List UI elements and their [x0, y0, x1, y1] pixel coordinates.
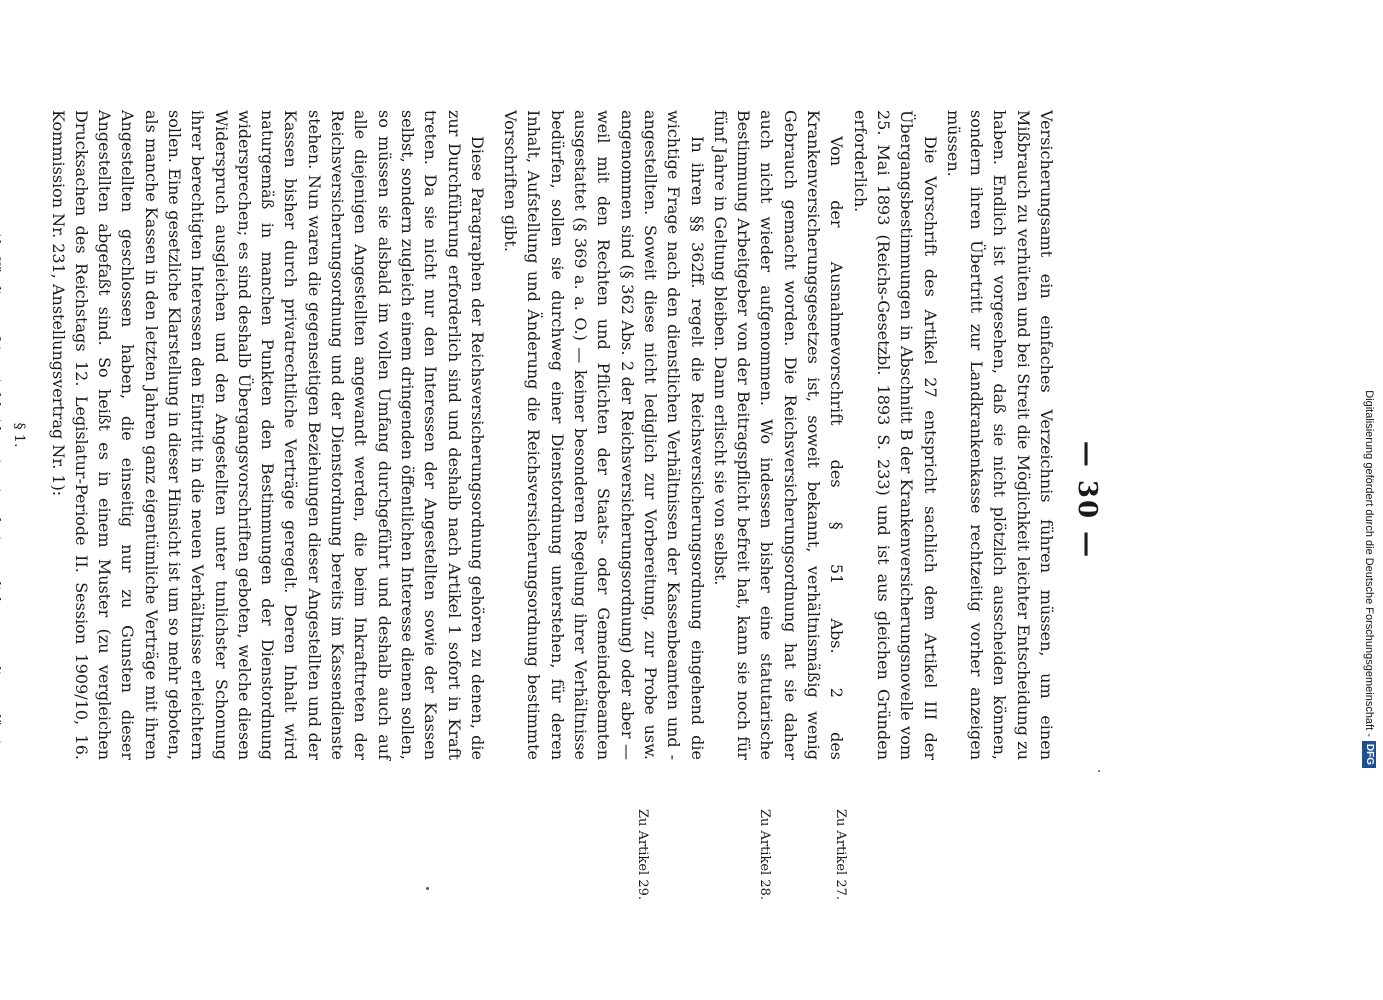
paragraph-artikel-29: In ihren §§ 362ff. regelt die Reichsversicherungsordnung eingehend die wichtige Frage nach den dienstlichen Verhältnissen der Kassenbeamten und -angestellten. Soweit diese nicht lediglich zur Vorbereitung, zur Probe usw. angenommen sind (§ 362 Abs. 2 der Reichsversicherungsordnung) oder aber — weil mit den Rechten und Pflichten der Staats- oder Gemeindebeamten ausgestattet (§ 369 a. a. O.) — keiner besonderen Regelung ihrer Verhältnisse bedürfen, sollen sie durchweg einer Dienstordnung unterstehen, für deren Inhalt, Aufstellung und Änderung die Reichsversicherungsordnung bestimmte Vorschriften gibt. — [501, 110, 707, 760]
digitization-notice-text: Digitalisierung gefördert durch die Deutsche Forschungsgemeinschaft - — [1363, 390, 1375, 737]
paragraph-artikel-27: Die Vorschrift des Artikel 27 entspricht sachlich dem Artikel III der Übergangsbestimmungen in Abschnitt B der Krankenversicherungsnovelle vom 25. Mai 1893 (Reichs-Gesetzbl. 1893 S. 233) und ist aus gleichen Gründen erforderlich. — [850, 110, 940, 760]
paragraph: Diese Paragraphen der Reichsversicherungsordnung gehören zu denen, die zur Durchführung erforderlich sind und deshalb nach Artikel 1 sofort in Kraft treten. Da sie nicht nur den Interessen der Angestellten sowie der Kassen selbst, sondern zugleich einem dringenden öffentlichen Interesse dienen sollen, so müssen sie alsbald im vollen Umfang durchgeführt und deshalb auch auf alle diejenigen Angestellten angewandt werden, die beim Inkrafttreten der Reichsversicherungsordnung und der Dienstordnung bereits im Kassendienste stehen. Nun waren die gegenseitigen Beziehungen dieser Angestellten und der Kassen bisher durch privatrechtliche Verträge geregelt. Deren Inhalt wird naturgemäß in manchen Punkten den Bestimmungen der Dienstordnung widersprechen; es sind deshalb Übergangsvorschriften geboten, welche diesen Widerspruch ausgleichen und den Angestellten unter tunlichster Schonung ihrer berechtigten Interessen den Eintritt in die neuen Verhältnisse erleichtern sollen. Eine gesetzliche Klarstellung in dieser Hinsicht ist um so mehr geboten, als manche Kassen in den letzten Jahren ganz eigentümliche Verträge mit ihren Angestellten geschlossen haben, die einseitig nur zu Gunsten dieser Angestellten abgefaßt sind. So heißt es in einem Muster (zu vergleichen Drucksachen des Reichstags 12. Legislatur-Periode II. Session 1909/10, 16. Kommission Nr. 231, Anstellungsvertrag Nr. 1): — [48, 110, 487, 760]
page-number: — 30 — — [1072, 440, 1102, 560]
scan-speck — [426, 887, 429, 890]
margin-note-artikel-29: Zu Artikel 29. — [635, 808, 650, 900]
dfg-logo: DFG — [1362, 741, 1376, 768]
margin-note-artikel-27: Zu Artikel 27. — [833, 808, 848, 900]
paragraph-artikel-28: Von der Ausnahmevorschrift des § 51 Abs. 2 des Krankenversicherungsgesetzes ist, soweit bekannt, verhältnismäßig wenig Gebrauch gemacht worden. Die Reichsversicherungsordnung hat sie daher auch nicht wieder aufgenommen. Wo indessen bisher eine statutarische Bestimmung Arbeitgeber von der Beitragspflicht befreit hat, kann sie noch für fünf Jahre in Geltung bleiben. Dann erlischt sie von selbst. — [710, 110, 847, 760]
quoted-intro — [0, 110, 3, 760]
scan-speck — [1098, 770, 1100, 772]
scanned-page — [11, 0, 1110, 1000]
quoted-contract — [0, 110, 3, 760]
digitization-notice — [1359, 8, 1379, 768]
body-text — [0, 110, 1058, 760]
margin-note-artikel-28: Zu Artikel 28. — [757, 808, 772, 900]
paragraph: Versicherungsamt ein einfaches Verzeichnis führen müssen, um einen Mißbrauch zu verhüten und bei Streit die Möglichkeit leichter Entscheidung zu haben. Endlich ist vorgesehen, daß sie nicht plötzlich ausscheiden können, sondern ihren Übertritt zur Landkrankenkasse rechtzeitig vorher anzeigen müssen. — [943, 110, 1056, 760]
section-heading: § 1. — [11, 422, 28, 448]
